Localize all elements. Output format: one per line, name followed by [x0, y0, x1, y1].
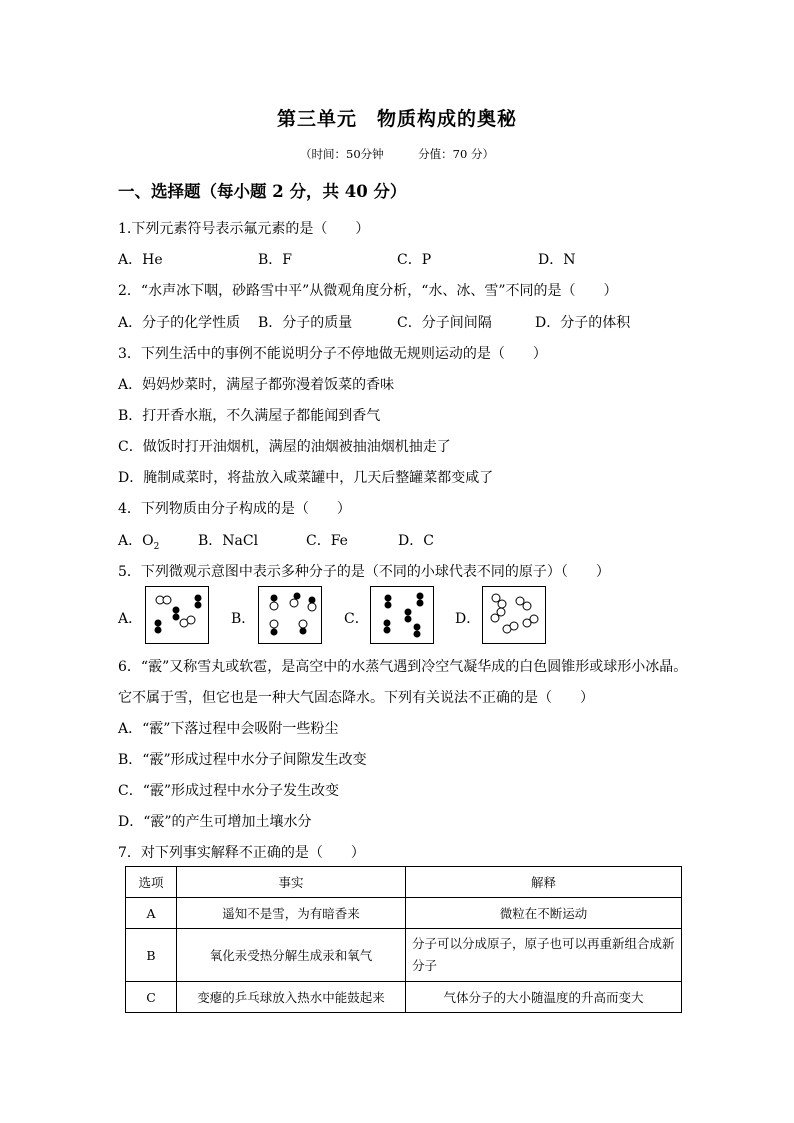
page-title: 第三单元 物质构成的奥秘 — [276, 108, 517, 130]
table-cell-explanation: 微粒在不断运动 — [406, 898, 682, 929]
question-5-label-a: A． — [118, 611, 143, 627]
table-header-option: 选项 — [126, 867, 177, 898]
question-4-option-d: D．C — [398, 533, 434, 549]
molecule-diagram-d — [482, 586, 546, 644]
molecule-diagram-a — [145, 586, 209, 644]
question-5-stem: 5．下列微观示意图中表示多种分子的是（不同的小球代表不同的原子）（ ） — [118, 564, 610, 580]
question-7-table — [125, 866, 682, 1013]
question-5-label-b: B． — [231, 611, 256, 627]
question-2-option-a: A．分子的化学性质 — [118, 315, 241, 331]
question-4-option-a-text: A．O — [118, 533, 154, 549]
question-2-option-c: C．分子间间隔 — [397, 315, 492, 331]
table-cell-option: A — [126, 898, 177, 929]
question-5-label-d: D． — [455, 611, 481, 627]
question-4-option-c: C．Fe — [306, 533, 348, 549]
table-cell-explanation: 气体分子的大小随温度的升高而变大 — [406, 982, 682, 1013]
question-1-option-d: D．N — [538, 252, 576, 268]
section-heading: 一、选择题（每小题 2 分，共 40 分） — [118, 182, 407, 201]
question-6-option-a: A．“霰”下落过程中会吸附一些粉尘 — [118, 721, 339, 737]
question-1-option-b: B．F — [258, 252, 293, 268]
table-cell-fact: 遥知不是雪，为有暗香来 — [177, 898, 406, 929]
question-1-option-a: A．He — [118, 252, 163, 268]
table-row — [126, 982, 682, 1013]
table-cell-fact: 变瘪的乒乓球放入热水中能鼓起来 — [177, 982, 406, 1013]
table-row — [126, 898, 682, 929]
question-6-option-d: D．“霰”的产生可增加土壤水分 — [118, 814, 312, 830]
table-cell-option: B — [126, 929, 177, 982]
table-cell-option: C — [126, 982, 177, 1013]
question-4-option-a-subscript: 2 — [153, 541, 160, 552]
table-header-row — [126, 867, 682, 898]
table-header-explanation: 解释 — [406, 867, 682, 898]
question-3-option-a: A．妈妈炒菜时，满屋子都弥漫着饭菜的香味 — [118, 377, 395, 393]
table-row — [126, 929, 682, 982]
question-2-stem: 2．“水声冰下咽，砂路雪中平”从微观角度分析，“水、冰、雪”不同的是（ ） — [118, 283, 618, 299]
question-2-option-b: B．分子的质量 — [258, 315, 353, 331]
molecule-diagram-b — [258, 586, 322, 644]
question-7-stem: 7．对下列事实解释不正确的是（ ） — [118, 845, 365, 861]
question-3-option-b: B．打开香水瓶，不久满屋子都能闻到香气 — [118, 408, 381, 424]
question-4-option-b: B．NaCl — [198, 533, 259, 549]
question-6-stem-line-1: 6．“霰”又称雪丸或软雹，是高空中的水蒸气遇到冷空气凝华成的白色圆锥形或球形小冰晶。 — [118, 659, 688, 675]
question-3-stem: 3．下列生活中的事例不能说明分子不停地做无规则运动的是（ ） — [118, 346, 547, 362]
table-header-fact: 事实 — [177, 867, 406, 898]
molecule-diagram-c — [370, 586, 434, 644]
question-4-option-a — [118, 530, 159, 552]
question-5-label-c: C． — [344, 611, 369, 627]
table-cell-fact: 氧化汞受热分解生成汞和氧气 — [177, 929, 406, 982]
question-6-stem-line-2: 它不属于雪，但它也是一种大气固态降水。下列有关说法不正确的是（ ） — [118, 690, 594, 706]
question-3-option-d: D．腌制咸菜时，将盐放入咸菜罐中，几天后整罐菜都变咸了 — [118, 470, 494, 486]
question-2-option-d: D．分子的体积 — [535, 315, 631, 331]
question-3-option-c: C．做饭时打开油烟机，满屋的油烟被抽油烟机抽走了 — [118, 439, 451, 455]
table-cell-explanation: 分子可以分成原子，原子也可以再重新组合成新分子 — [406, 929, 682, 982]
question-6-option-c: C．“霰”形成过程中水分子发生改变 — [118, 783, 340, 799]
question-1-stem: 1.下列元素符号表示氟元素的是（ ） — [118, 221, 370, 237]
question-4-stem: 4．下列物质由分子构成的是（ ） — [118, 501, 351, 517]
question-6-option-b: B．“霰”形成过程中水分子间隙发生改变 — [118, 752, 367, 768]
question-1-option-c: C．P — [397, 252, 432, 268]
question-5-diagrams — [118, 586, 558, 646]
exam-time-score: （时间：50分钟 分值：70 分） — [300, 147, 494, 161]
